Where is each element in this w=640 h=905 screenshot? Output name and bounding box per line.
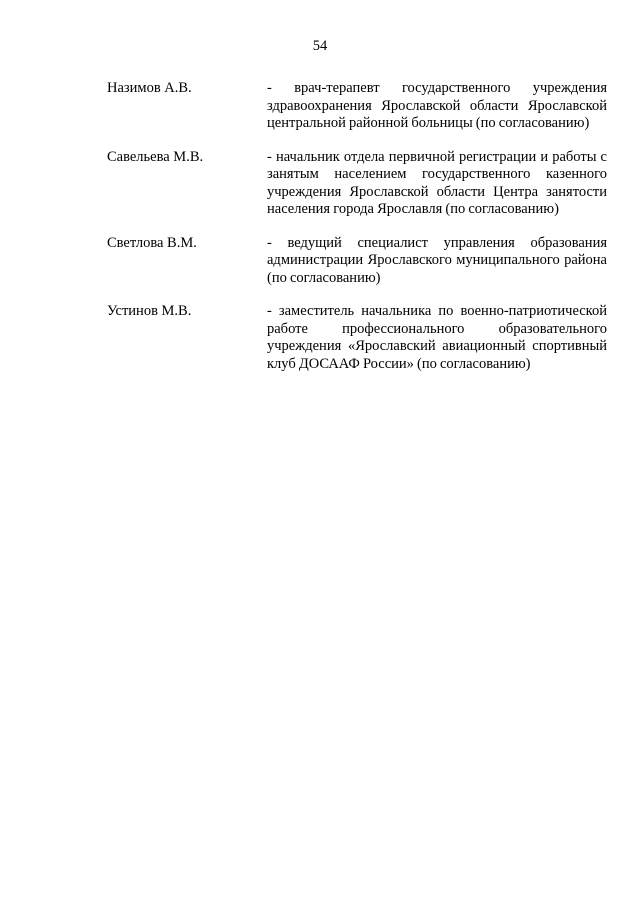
member-entry [107, 149, 607, 219]
member-role: - врач-терапевт государственного учреждения здравоохранения Ярославской области Ярославской центральной районной больницы (по согласованию) [267, 80, 607, 131]
member-role: - заместитель начальника по военно-патриотической работе профессионального образовательного учреждения «Ярославский авиационный спортивный клуб ДОСААФ России» (по согласованию) [267, 303, 607, 372]
member-entry [107, 235, 607, 288]
member-entry [107, 80, 607, 133]
member-role: - начальник отдела первичной регистрации и работы с занятым населением государственного казенного учреждения Ярославской области Центра занятости населения города Ярославля (по согласованию) [267, 148, 607, 217]
members-list [107, 80, 607, 389]
member-name: Назимов А.В. [107, 80, 192, 96]
member-name: Светлова В.М. [107, 234, 197, 251]
member-entry [107, 303, 607, 373]
member-role: - ведущий специалист управления образования администрации Ярославского муниципального района (по согласованию) [267, 234, 607, 286]
page-number: 54 [312, 38, 328, 54]
member-name: Савельева М.В. [107, 148, 204, 165]
member-name: Устинов М.В. [107, 303, 192, 319]
